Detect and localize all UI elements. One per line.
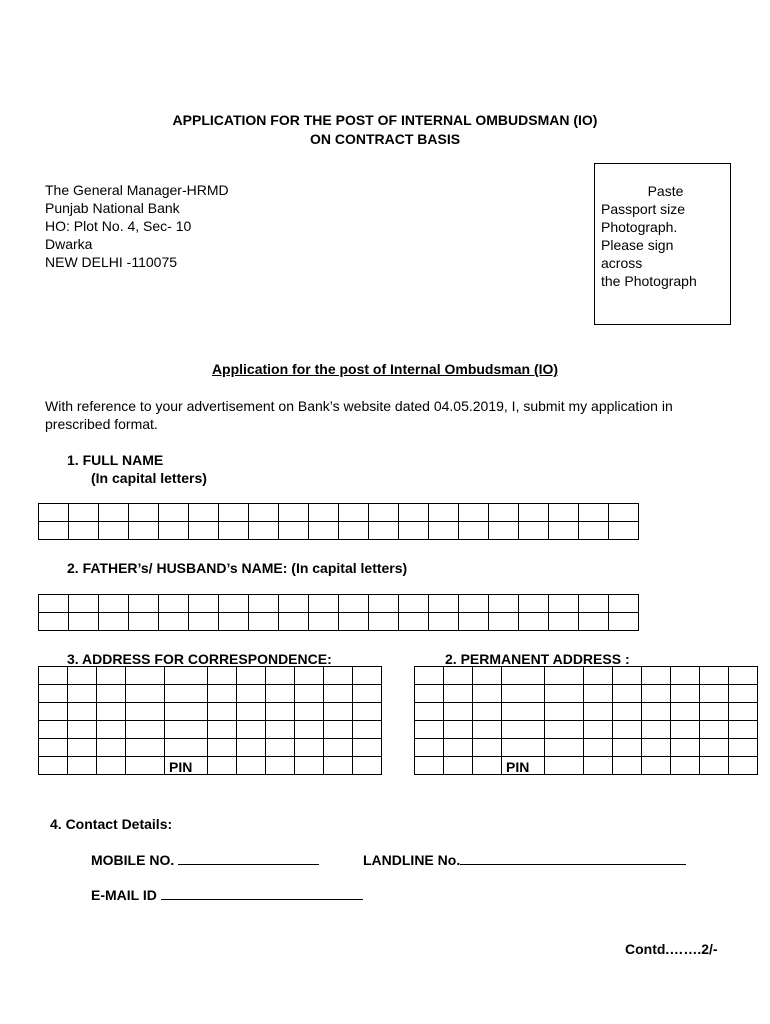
grid-cell[interactable] — [444, 757, 473, 775]
grid-cell[interactable] — [399, 613, 429, 631]
permanent-address-grid[interactable] — [414, 666, 758, 775]
grid-cell[interactable] — [353, 703, 382, 721]
grid-row — [39, 667, 382, 685]
grid-cell[interactable] — [579, 613, 609, 631]
grid-cell[interactable] — [237, 739, 266, 757]
grid-cell[interactable] — [369, 522, 399, 540]
grid-cell[interactable] — [126, 721, 165, 739]
grid-cell[interactable] — [97, 685, 126, 703]
form-title-line1: APPLICATION FOR THE POST OF INTERNAL OMBUDSMAN (IO) — [172, 112, 598, 128]
grid-row — [415, 721, 758, 739]
grid-cell[interactable] — [129, 613, 159, 631]
grid-cell[interactable] — [159, 595, 189, 613]
grid-cell[interactable] — [700, 721, 729, 739]
grid-cell[interactable] — [700, 757, 729, 775]
grid-cell[interactable] — [584, 667, 613, 685]
grid-cell[interactable] — [642, 757, 671, 775]
grid-cell[interactable] — [237, 685, 266, 703]
grid-cell[interactable] — [415, 667, 444, 685]
grid-cell[interactable] — [39, 504, 69, 522]
grid-row — [39, 721, 382, 739]
grid-cell[interactable] — [324, 757, 353, 775]
grid-cell[interactable] — [69, 613, 99, 631]
grid-cell[interactable] — [700, 685, 729, 703]
grid-cell[interactable] — [69, 522, 99, 540]
grid-cell[interactable] — [642, 721, 671, 739]
grid-cell[interactable] — [489, 504, 519, 522]
grid-cell[interactable] — [68, 685, 97, 703]
grid-row — [39, 613, 639, 631]
grid-cell[interactable] — [165, 667, 208, 685]
grid-cell[interactable] — [671, 739, 700, 757]
grid-cell[interactable] — [353, 685, 382, 703]
grid-cell[interactable] — [671, 721, 700, 739]
grid-cell[interactable] — [237, 757, 266, 775]
grid-cell[interactable] — [579, 522, 609, 540]
grid-cell[interactable] — [266, 685, 295, 703]
grid-cell[interactable] — [642, 667, 671, 685]
grid-cell[interactable] — [579, 595, 609, 613]
grid-cell[interactable] — [309, 613, 339, 631]
grid-cell[interactable] — [545, 739, 584, 757]
landline-label: LANDLINE No. — [363, 852, 461, 868]
grid-cell[interactable] — [519, 504, 549, 522]
grid-cell[interactable] — [324, 685, 353, 703]
grid-cell[interactable] — [279, 613, 309, 631]
grid-row — [39, 739, 382, 757]
grid-cell[interactable] — [584, 757, 613, 775]
addressee-line: NEW DELHI -110075 — [45, 254, 178, 270]
addressee-line: Punjab National Bank — [45, 200, 180, 216]
grid-cell[interactable] — [444, 739, 473, 757]
grid-cell[interactable] — [295, 721, 324, 739]
subject-text: Application for the post of Internal Ombudsman (IO) — [211, 361, 559, 377]
grid-cell[interactable] — [159, 522, 189, 540]
grid-row — [39, 703, 382, 721]
grid-cell[interactable] — [324, 703, 353, 721]
grid-cell[interactable] — [353, 757, 382, 775]
grid-cell[interactable] — [237, 721, 266, 739]
grid-cell[interactable] — [642, 703, 671, 721]
grid-cell[interactable] — [584, 739, 613, 757]
grid-cell[interactable] — [584, 721, 613, 739]
grid-cell[interactable] — [459, 595, 489, 613]
grid-cell[interactable] — [97, 757, 126, 775]
grid-cell[interactable] — [613, 703, 642, 721]
grid-cell[interactable] — [97, 703, 126, 721]
grid-cell[interactable] — [295, 685, 324, 703]
grid-cell[interactable] — [700, 703, 729, 721]
full-name-sublabel: (In capital letters) — [91, 470, 207, 486]
grid-cell[interactable] — [545, 667, 584, 685]
grid-cell[interactable] — [165, 685, 208, 703]
grid-cell[interactable] — [279, 595, 309, 613]
grid-cell[interactable] — [489, 522, 519, 540]
grid-cell[interactable] — [444, 721, 473, 739]
mobile-field — [91, 852, 319, 868]
grid-cell[interactable] — [324, 721, 353, 739]
grid-cell[interactable] — [97, 721, 126, 739]
grid-cell[interactable] — [353, 739, 382, 757]
mobile-input-line[interactable] — [178, 864, 319, 865]
grid-cell[interactable] — [208, 739, 237, 757]
grid-cell[interactable] — [519, 595, 549, 613]
grid-cell[interactable] — [165, 703, 208, 721]
grid-cell[interactable] — [584, 685, 613, 703]
grid-cell[interactable] — [473, 739, 502, 757]
grid-cell[interactable] — [208, 667, 237, 685]
grid-cell[interactable] — [208, 685, 237, 703]
grid-cell[interactable] — [129, 522, 159, 540]
grid-cell[interactable] — [208, 721, 237, 739]
grid-cell[interactable] — [39, 667, 68, 685]
grid-cell[interactable] — [473, 721, 502, 739]
grid-cell[interactable] — [126, 739, 165, 757]
grid-cell[interactable] — [729, 667, 758, 685]
photo-box-line: Photograph. — [601, 219, 678, 235]
grid-cell[interactable] — [729, 739, 758, 757]
photo-box — [594, 163, 731, 325]
correspondence-address-label: 3. ADDRESS FOR CORRESPONDENCE: — [67, 651, 332, 667]
grid-cell[interactable] — [159, 504, 189, 522]
grid-cell[interactable] — [609, 595, 639, 613]
grid-cell[interactable] — [473, 757, 502, 775]
grid-row — [415, 667, 758, 685]
grid-cell[interactable] — [613, 757, 642, 775]
grid-cell[interactable] — [324, 739, 353, 757]
grid-cell[interactable] — [415, 739, 444, 757]
grid-cell[interactable] — [549, 613, 579, 631]
grid-cell[interactable] — [126, 703, 165, 721]
grid-row — [39, 595, 639, 613]
grid-cell[interactable] — [39, 613, 69, 631]
grid-cell[interactable] — [369, 613, 399, 631]
grid-cell[interactable] — [489, 613, 519, 631]
grid-row — [415, 757, 758, 775]
grid-cell[interactable] — [159, 613, 189, 631]
full-name-label: 1. FULL NAME — [67, 452, 164, 468]
addressee-line: The General Manager-HRMD — [45, 182, 229, 198]
grid-cell[interactable] — [295, 757, 324, 775]
grid-cell[interactable] — [729, 757, 758, 775]
grid-cell[interactable] — [519, 522, 549, 540]
photo-box-line: Please sign — [601, 237, 674, 253]
grid-cell[interactable] — [545, 721, 584, 739]
grid-cell[interactable] — [549, 522, 579, 540]
grid-cell[interactable] — [642, 739, 671, 757]
landline-input-line[interactable] — [460, 864, 686, 865]
grid-cell[interactable] — [97, 667, 126, 685]
grid-cell[interactable] — [473, 667, 502, 685]
grid-cell[interactable] — [69, 504, 99, 522]
full-name-label-block — [67, 451, 207, 487]
grid-cell[interactable] — [613, 667, 642, 685]
correspondence-address-grid[interactable] — [38, 666, 382, 775]
permanent-address-label: 2. PERMANENT ADDRESS : — [445, 651, 630, 667]
grid-cell[interactable] — [39, 721, 68, 739]
grid-cell[interactable] — [609, 522, 639, 540]
grid-cell[interactable] — [729, 685, 758, 703]
grid-cell[interactable] — [502, 667, 545, 685]
grid-cell[interactable] — [266, 721, 295, 739]
grid-cell[interactable] — [700, 667, 729, 685]
grid-row — [39, 685, 382, 703]
father-name-label: 2. FATHER’s/ HUSBAND’s NAME: (In capital letters) — [67, 560, 408, 576]
grid-cell[interactable] — [295, 739, 324, 757]
grid-cell[interactable] — [671, 685, 700, 703]
photo-box-line: across — [601, 255, 643, 271]
grid-cell[interactable] — [444, 703, 473, 721]
grid-cell[interactable] — [126, 667, 165, 685]
pin-label-cell[interactable]: PIN — [502, 757, 545, 775]
grid-cell[interactable] — [97, 739, 126, 757]
grid-row — [39, 757, 382, 775]
grid-cell[interactable] — [309, 504, 339, 522]
subject-heading — [0, 361, 770, 377]
grid-cell[interactable] — [126, 757, 165, 775]
grid-cell[interactable] — [189, 613, 219, 631]
father-name-grid[interactable] — [38, 594, 639, 631]
grid-cell[interactable] — [249, 504, 279, 522]
grid-cell[interactable] — [700, 739, 729, 757]
grid-row — [415, 685, 758, 703]
grid-cell[interactable] — [473, 685, 502, 703]
grid-cell[interactable] — [39, 595, 69, 613]
grid-row — [415, 739, 758, 757]
grid-cell[interactable] — [189, 504, 219, 522]
grid-row — [39, 504, 639, 522]
grid-cell[interactable] — [671, 703, 700, 721]
photo-box-line: Passport size — [601, 201, 686, 217]
grid-cell[interactable] — [237, 703, 266, 721]
grid-cell[interactable] — [729, 703, 758, 721]
grid-cell[interactable] — [613, 721, 642, 739]
grid-cell[interactable] — [126, 685, 165, 703]
grid-cell[interactable] — [266, 703, 295, 721]
grid-cell[interactable] — [249, 595, 279, 613]
grid-cell[interactable] — [39, 685, 68, 703]
grid-cell[interactable] — [584, 703, 613, 721]
addressee-line: HO: Plot No. 4, Sec- 10 — [45, 218, 192, 234]
grid-cell[interactable] — [68, 757, 97, 775]
grid-cell[interactable] — [279, 522, 309, 540]
grid-cell[interactable] — [642, 685, 671, 703]
grid-cell[interactable] — [339, 595, 369, 613]
grid-row — [39, 522, 639, 540]
mobile-label: MOBILE NO. — [91, 852, 175, 868]
grid-cell[interactable] — [429, 522, 459, 540]
grid-cell[interactable] — [208, 703, 237, 721]
grid-cell[interactable] — [339, 504, 369, 522]
grid-cell[interactable] — [309, 522, 339, 540]
grid-cell[interactable] — [129, 595, 159, 613]
grid-cell[interactable] — [459, 613, 489, 631]
grid-cell[interactable] — [309, 595, 339, 613]
grid-cell[interactable] — [473, 703, 502, 721]
grid-row — [415, 703, 758, 721]
grid-cell[interactable] — [295, 667, 324, 685]
grid-cell[interactable] — [671, 667, 700, 685]
grid-cell[interactable] — [444, 685, 473, 703]
grid-cell[interactable] — [99, 613, 129, 631]
grid-cell[interactable] — [353, 667, 382, 685]
grid-cell[interactable] — [353, 721, 382, 739]
grid-cell[interactable] — [339, 522, 369, 540]
grid-cell[interactable] — [369, 595, 399, 613]
full-name-grid[interactable] — [38, 503, 639, 540]
grid-cell[interactable] — [429, 595, 459, 613]
grid-cell[interactable] — [295, 703, 324, 721]
email-label: E-MAIL ID — [91, 887, 157, 903]
grid-cell[interactable] — [502, 703, 545, 721]
grid-cell[interactable] — [165, 721, 208, 739]
form-title-line2: ON CONTRACT BASIS — [309, 131, 461, 147]
grid-cell[interactable] — [415, 721, 444, 739]
grid-cell[interactable] — [266, 667, 295, 685]
grid-cell[interactable] — [68, 721, 97, 739]
grid-cell[interactable] — [68, 739, 97, 757]
grid-cell[interactable] — [324, 667, 353, 685]
grid-cell[interactable] — [609, 504, 639, 522]
grid-cell[interactable] — [208, 757, 237, 775]
grid-cell[interactable] — [444, 667, 473, 685]
grid-cell[interactable] — [549, 504, 579, 522]
grid-cell[interactable] — [369, 504, 399, 522]
grid-cell[interactable] — [219, 522, 249, 540]
grid-cell[interactable] — [399, 522, 429, 540]
grid-cell[interactable] — [415, 685, 444, 703]
grid-cell[interactable] — [69, 595, 99, 613]
grid-cell[interactable] — [459, 522, 489, 540]
grid-cell[interactable] — [502, 739, 545, 757]
email-field — [91, 887, 363, 903]
grid-cell[interactable] — [68, 703, 97, 721]
grid-cell[interactable] — [68, 667, 97, 685]
grid-cell[interactable] — [579, 504, 609, 522]
grid-cell[interactable] — [99, 504, 129, 522]
intro-paragraph: With reference to your advertisement on Bank’s website dated 04.05.2019, I, submit my application in prescribed format. — [45, 398, 673, 432]
grid-cell[interactable] — [613, 685, 642, 703]
grid-cell[interactable] — [502, 721, 545, 739]
photo-box-line: the Photograph — [601, 273, 697, 289]
grid-cell[interactable] — [219, 504, 249, 522]
grid-cell[interactable] — [502, 685, 545, 703]
grid-cell[interactable] — [609, 613, 639, 631]
grid-cell[interactable] — [415, 703, 444, 721]
grid-cell[interactable] — [266, 757, 295, 775]
continued-marker: Contd.…….2/- — [625, 941, 718, 957]
grid-cell[interactable] — [545, 757, 584, 775]
grid-cell[interactable] — [545, 685, 584, 703]
grid-cell[interactable] — [266, 739, 295, 757]
grid-cell[interactable] — [429, 504, 459, 522]
grid-cell[interactable] — [99, 595, 129, 613]
grid-cell[interactable] — [729, 721, 758, 739]
grid-cell[interactable] — [237, 667, 266, 685]
contact-details-label: 4. Contact Details: — [50, 816, 173, 832]
landline-field — [363, 852, 686, 868]
grid-cell[interactable] — [249, 613, 279, 631]
grid-cell[interactable] — [249, 522, 279, 540]
grid-cell[interactable] — [339, 613, 369, 631]
grid-cell[interactable] — [39, 522, 69, 540]
grid-cell[interactable] — [39, 703, 68, 721]
grid-cell[interactable] — [189, 595, 219, 613]
grid-cell[interactable] — [129, 504, 159, 522]
grid-cell[interactable] — [459, 504, 489, 522]
grid-cell[interactable] — [99, 522, 129, 540]
grid-cell[interactable] — [519, 613, 549, 631]
grid-cell[interactable] — [165, 739, 208, 757]
addressee-line: Dwarka — [45, 236, 93, 252]
grid-cell[interactable] — [219, 595, 249, 613]
addressee-block — [45, 181, 229, 271]
grid-cell[interactable] — [545, 703, 584, 721]
grid-cell[interactable] — [429, 613, 459, 631]
grid-cell[interactable] — [489, 595, 519, 613]
email-input-line[interactable] — [161, 899, 363, 900]
grid-cell[interactable] — [399, 504, 429, 522]
pin-label-cell[interactable]: PIN — [165, 757, 208, 775]
grid-cell[interactable] — [549, 595, 579, 613]
grid-cell[interactable] — [279, 504, 309, 522]
grid-cell[interactable] — [39, 757, 68, 775]
grid-cell[interactable] — [189, 522, 219, 540]
grid-cell[interactable] — [39, 739, 68, 757]
grid-cell[interactable] — [613, 739, 642, 757]
grid-cell[interactable] — [415, 757, 444, 775]
grid-cell[interactable] — [671, 757, 700, 775]
photo-box-line: Paste — [647, 183, 684, 199]
grid-cell[interactable] — [219, 613, 249, 631]
grid-cell[interactable] — [399, 595, 429, 613]
